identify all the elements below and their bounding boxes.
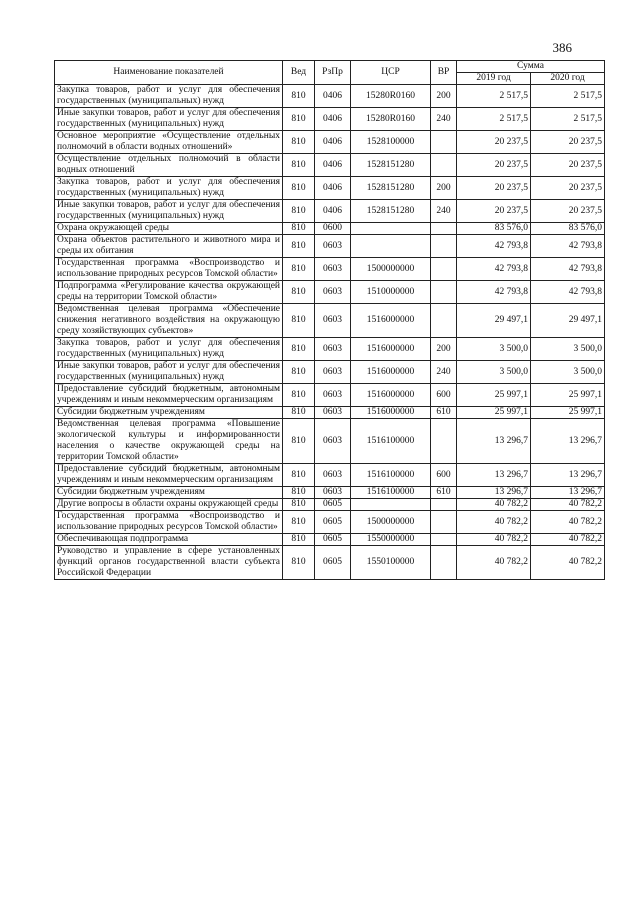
cell-name: Предоставление субсидий бюджетным, автономным учреждениям и иным некоммерческим организациям	[55, 464, 283, 487]
cell-csr: 1516000000	[351, 407, 431, 419]
cell-y2020: 20 237,5	[531, 154, 605, 177]
cell-vr: 200	[431, 85, 457, 108]
budget-table	[54, 60, 605, 580]
cell-ved: 810	[283, 200, 315, 223]
cell-vr: 610	[431, 407, 457, 419]
cell-y2019: 13 296,7	[457, 464, 531, 487]
cell-y2019: 3 500,0	[457, 338, 531, 361]
cell-vr	[431, 499, 457, 511]
cell-vr	[431, 154, 457, 177]
cell-csr: 1500000000	[351, 511, 431, 534]
cell-y2020: 42 793,8	[531, 235, 605, 258]
cell-y2020: 40 782,2	[531, 511, 605, 534]
cell-rzpr: 0605	[315, 511, 351, 534]
table-row	[55, 131, 605, 154]
cell-name: Предоставление субсидий бюджетным, автономным учреждениям и иным некоммерческим организациям	[55, 384, 283, 407]
cell-csr: 1516000000	[351, 361, 431, 384]
cell-csr: 1516000000	[351, 384, 431, 407]
cell-rzpr: 0605	[315, 499, 351, 511]
cell-ved: 810	[283, 419, 315, 464]
cell-ved: 810	[283, 281, 315, 304]
cell-csr: 1528100000	[351, 131, 431, 154]
cell-y2020: 20 237,5	[531, 177, 605, 200]
cell-rzpr: 0603	[315, 464, 351, 487]
cell-csr: 1516100000	[351, 464, 431, 487]
cell-rzpr: 0603	[315, 407, 351, 419]
cell-vr: 610	[431, 487, 457, 499]
cell-rzpr: 0406	[315, 200, 351, 223]
table-body	[55, 85, 605, 580]
header-year-2019: 2019 год	[457, 73, 531, 85]
table-row	[55, 419, 605, 464]
cell-ved: 810	[283, 304, 315, 338]
cell-y2020: 29 497,1	[531, 304, 605, 338]
cell-ved: 810	[283, 487, 315, 499]
table-row	[55, 338, 605, 361]
header-csr: ЦСР	[351, 61, 431, 85]
table-row	[55, 108, 605, 131]
cell-y2019: 20 237,5	[457, 154, 531, 177]
cell-ved: 810	[283, 499, 315, 511]
cell-csr: 15280R0160	[351, 85, 431, 108]
cell-y2020: 2 517,5	[531, 85, 605, 108]
cell-csr: 1528151280	[351, 200, 431, 223]
cell-y2020: 25 997,1	[531, 384, 605, 407]
cell-rzpr: 0603	[315, 338, 351, 361]
cell-name: Иные закупки товаров, работ и услуг для обеспечения государственных (муниципальных) нужд	[55, 361, 283, 384]
cell-vr: 200	[431, 177, 457, 200]
header-name: Наименование показателей	[55, 61, 283, 85]
cell-vr	[431, 258, 457, 281]
cell-rzpr: 0406	[315, 108, 351, 131]
cell-rzpr: 0600	[315, 223, 351, 235]
table-row	[55, 200, 605, 223]
cell-rzpr: 0603	[315, 281, 351, 304]
cell-y2020: 42 793,8	[531, 281, 605, 304]
cell-y2019: 25 997,1	[457, 384, 531, 407]
cell-y2019: 42 793,8	[457, 235, 531, 258]
header-ved: Вед	[283, 61, 315, 85]
cell-y2020: 25 997,1	[531, 407, 605, 419]
cell-csr: 1516000000	[351, 338, 431, 361]
cell-y2019: 13 296,7	[457, 487, 531, 499]
cell-vr: 200	[431, 338, 457, 361]
cell-rzpr: 0603	[315, 419, 351, 464]
cell-rzpr: 0406	[315, 154, 351, 177]
cell-name: Обеспечивающая подпрограмма	[55, 534, 283, 546]
cell-rzpr: 0605	[315, 534, 351, 546]
cell-rzpr: 0605	[315, 546, 351, 580]
header-sum: Сумма	[457, 61, 605, 73]
cell-y2019: 42 793,8	[457, 281, 531, 304]
table-row	[55, 487, 605, 499]
table-row	[55, 177, 605, 200]
cell-csr: 1516000000	[351, 304, 431, 338]
cell-y2020: 40 782,2	[531, 534, 605, 546]
cell-y2020: 13 296,7	[531, 464, 605, 487]
cell-csr: 1516100000	[351, 487, 431, 499]
cell-rzpr: 0406	[315, 177, 351, 200]
cell-vr	[431, 131, 457, 154]
cell-ved: 810	[283, 534, 315, 546]
cell-vr	[431, 223, 457, 235]
cell-y2020: 40 782,2	[531, 546, 605, 580]
cell-y2019: 20 237,5	[457, 131, 531, 154]
cell-y2019: 40 782,2	[457, 546, 531, 580]
page-number: 386	[552, 40, 572, 55]
cell-vr: 240	[431, 108, 457, 131]
cell-csr: 1516100000	[351, 419, 431, 464]
cell-vr: 600	[431, 464, 457, 487]
cell-y2020: 3 500,0	[531, 338, 605, 361]
cell-name: Ведомственная целевая программа «Обеспечение снижения негативного воздействия на окружающую среду хозяйствующих субъектов»	[55, 304, 283, 338]
cell-y2020: 42 793,8	[531, 258, 605, 281]
cell-csr: 1528151280	[351, 154, 431, 177]
cell-name: Государственная программа «Воспроизводство и использование природных ресурсов Томской области»	[55, 511, 283, 534]
cell-ved: 810	[283, 407, 315, 419]
cell-y2020: 83 576,0	[531, 223, 605, 235]
table-row	[55, 281, 605, 304]
table-row	[55, 407, 605, 419]
cell-ved: 810	[283, 85, 315, 108]
cell-ved: 810	[283, 223, 315, 235]
header-rzpr: РзПр	[315, 61, 351, 85]
cell-name: Руководство и управление в сфере установленных функций органов государственной власти субъекта Российской Федерации	[55, 546, 283, 580]
cell-name: Другие вопросы в области охраны окружающей среды	[55, 499, 283, 511]
table-row	[55, 304, 605, 338]
cell-y2019: 2 517,5	[457, 108, 531, 131]
cell-rzpr: 0603	[315, 258, 351, 281]
cell-vr	[431, 534, 457, 546]
cell-y2019: 83 576,0	[457, 223, 531, 235]
table-row	[55, 384, 605, 407]
cell-csr: 1550000000	[351, 534, 431, 546]
cell-name: Закупка товаров, работ и услуг для обеспечения государственных (муниципальных) нужд	[55, 177, 283, 200]
cell-csr	[351, 235, 431, 258]
cell-vr	[431, 304, 457, 338]
cell-ved: 810	[283, 361, 315, 384]
cell-name: Закупка товаров, работ и услуг для обеспечения государственных (муниципальных) нужд	[55, 85, 283, 108]
cell-y2019: 13 296,7	[457, 419, 531, 464]
cell-y2019: 25 997,1	[457, 407, 531, 419]
cell-rzpr: 0603	[315, 384, 351, 407]
cell-vr: 600	[431, 384, 457, 407]
cell-csr	[351, 223, 431, 235]
table-row	[55, 154, 605, 177]
cell-ved: 810	[283, 464, 315, 487]
cell-ved: 810	[283, 154, 315, 177]
cell-name: Подпрограмма «Регулирование качества окружающей среды на территории Томской области»	[55, 281, 283, 304]
cell-csr: 1528151280	[351, 177, 431, 200]
cell-rzpr: 0603	[315, 361, 351, 384]
cell-y2019: 40 782,2	[457, 534, 531, 546]
cell-y2019: 3 500,0	[457, 361, 531, 384]
cell-vr	[431, 546, 457, 580]
cell-csr: 15280R0160	[351, 108, 431, 131]
cell-y2020: 3 500,0	[531, 361, 605, 384]
table-row	[55, 511, 605, 534]
cell-y2019: 20 237,5	[457, 200, 531, 223]
cell-y2020: 13 296,7	[531, 419, 605, 464]
cell-y2019: 40 782,2	[457, 511, 531, 534]
cell-name: Основное мероприятие «Осуществление отдельных полномочий в области водных отношений»	[55, 131, 283, 154]
cell-ved: 810	[283, 177, 315, 200]
cell-y2019: 42 793,8	[457, 258, 531, 281]
table-row	[55, 534, 605, 546]
cell-csr: 1550100000	[351, 546, 431, 580]
cell-ved: 810	[283, 235, 315, 258]
cell-y2020: 13 296,7	[531, 487, 605, 499]
table-row	[55, 223, 605, 235]
cell-vr	[431, 281, 457, 304]
cell-y2019: 40 782,2	[457, 499, 531, 511]
cell-name: Субсидии бюджетным учреждениям	[55, 487, 283, 499]
cell-ved: 810	[283, 108, 315, 131]
cell-name: Охрана объектов растительного и животного мира и среды их обитания	[55, 235, 283, 258]
cell-y2020: 40 782,2	[531, 499, 605, 511]
cell-name: Государственная программа «Воспроизводство и использование природных ресурсов Томской области»	[55, 258, 283, 281]
cell-vr	[431, 511, 457, 534]
cell-ved: 810	[283, 338, 315, 361]
cell-vr: 240	[431, 361, 457, 384]
cell-y2019: 20 237,5	[457, 177, 531, 200]
cell-y2020: 20 237,5	[531, 131, 605, 154]
cell-vr: 240	[431, 200, 457, 223]
table-row	[55, 546, 605, 580]
cell-ved: 810	[283, 384, 315, 407]
cell-ved: 810	[283, 131, 315, 154]
cell-y2020: 20 237,5	[531, 200, 605, 223]
cell-csr: 1500000000	[351, 258, 431, 281]
cell-rzpr: 0603	[315, 487, 351, 499]
table-row	[55, 361, 605, 384]
cell-csr: 1510000000	[351, 281, 431, 304]
cell-name: Осуществление отдельных полномочий в области водных отношений	[55, 154, 283, 177]
cell-name: Охрана окружающей среды	[55, 223, 283, 235]
cell-y2020: 2 517,5	[531, 108, 605, 131]
cell-rzpr: 0406	[315, 85, 351, 108]
cell-csr	[351, 499, 431, 511]
cell-name: Иные закупки товаров, работ и услуг для обеспечения государственных (муниципальных) нужд	[55, 108, 283, 131]
cell-rzpr: 0603	[315, 235, 351, 258]
header-vr: ВР	[431, 61, 457, 85]
table-row	[55, 258, 605, 281]
cell-ved: 810	[283, 546, 315, 580]
cell-vr	[431, 419, 457, 464]
cell-name: Иные закупки товаров, работ и услуг для обеспечения государственных (муниципальных) нужд	[55, 200, 283, 223]
cell-name: Закупка товаров, работ и услуг для обеспечения государственных (муниципальных) нужд	[55, 338, 283, 361]
cell-y2019: 2 517,5	[457, 85, 531, 108]
cell-ved: 810	[283, 511, 315, 534]
cell-name: Субсидии бюджетным учреждениям	[55, 407, 283, 419]
cell-rzpr: 0406	[315, 131, 351, 154]
cell-vr	[431, 235, 457, 258]
cell-ved: 810	[283, 258, 315, 281]
cell-rzpr: 0603	[315, 304, 351, 338]
table-row	[55, 85, 605, 108]
header-year-2020: 2020 год	[531, 73, 605, 85]
table-row	[55, 235, 605, 258]
cell-name: Ведомственная целевая программа «Повышение экологической культуры и информированности населения о качестве окружающей среды на территории Томской области»	[55, 419, 283, 464]
table-row	[55, 499, 605, 511]
table-row	[55, 464, 605, 487]
cell-y2019: 29 497,1	[457, 304, 531, 338]
